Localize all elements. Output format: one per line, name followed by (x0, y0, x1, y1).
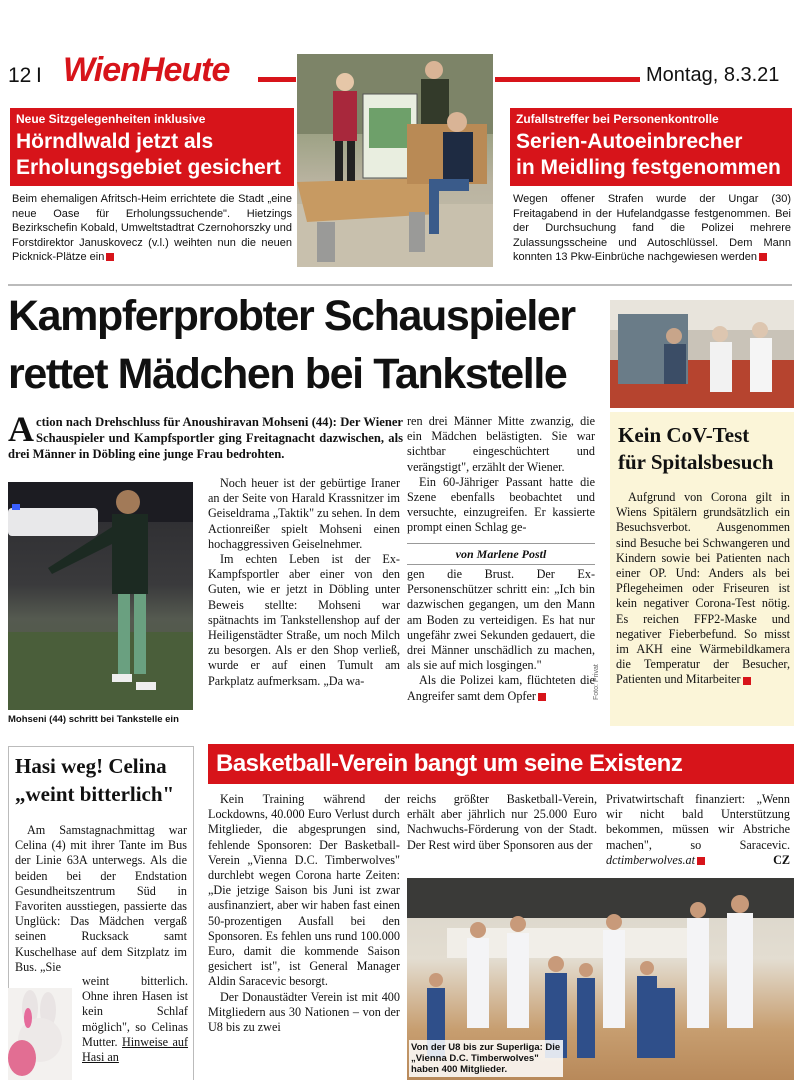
main-lead: Action nach Drehschluss für Anoushiravan Mohseni (44): Der Wiener Schauspieler und Kampfsportler ging Freitagnacht dazwischen, als drei Männer in Döbling eine junge Frau bedrohten. (8, 409, 403, 461)
byline-rule (407, 543, 595, 544)
story-left-headline-1: Hörndlwald jetzt als (16, 130, 214, 153)
end-mark-icon (697, 857, 705, 865)
basket-url[interactable]: dctimberwolves.at (606, 852, 696, 867)
byline-rule-bottom (407, 564, 595, 565)
author-initials: CZ (773, 852, 790, 867)
hasi-body: Am Samstagnachmittag war Celina (4) mit ihrer Tante im Bus der Linie 63A unterwegs. Als die beiden bei der Endstation Gesundheitszentrum Süd in Favoriten ausstiegen, passierte das Unglück: Das Mädchen vergaß seinen Rucksack samt Kuschelhase auf dem Sitzplatz im Bus. „Sie (15, 823, 187, 974)
hasi-headline-1: Hasi weg! Celina (15, 754, 167, 778)
story-right-kicker: Zufallstreffer bei Personenkontrolle (516, 112, 719, 126)
story-left-headline-2: Erholungsgebiet gesichert (16, 156, 281, 179)
mohseni-photo-caption: Mohseni (44) schritt bei Tankstelle ein (8, 714, 179, 725)
mohseni-photo (8, 482, 193, 710)
end-mark-icon (538, 693, 546, 701)
lead-drop-initial: A (8, 409, 34, 449)
hasi-body-side: weint bitterlich. Ohne ihren Hasen ist kein Schlaf möglich", so Celinas Mutter. Hinweise auf Hasi an (82, 974, 189, 1065)
sidebar-headline-2: für Spitalsbesuch (618, 450, 774, 474)
issue-date: Montag, 8.3.21 (646, 64, 780, 86)
story-right-headline-2: in Meidling festgenommen (516, 156, 781, 179)
mohseni-photo-illustration (8, 482, 193, 710)
main-column-2: ren drei Männer Mitte zwanzig, die ein Mädchen belästigten. Sie war sichtbar eingeschüchtert und verängstigt", erzählt der Wiener. Ein 60-Jähriger Passant hatte die Szene ebenfalls beobachtet und versuchte, einzugreifen. Er kassierte prompt einen Schlag ge- (407, 414, 595, 535)
bench-photo (297, 54, 493, 267)
hasi-headline-2: „weint bitterlich" (15, 782, 175, 806)
main-column-2-continued: gen die Brust. Der Ex-Personenschützer schritt ein: „Ich bin dazwischen gegangen, um den Mann am Boden zu verteidigen. Es hat nur ungefähr zwei Sekunden gedauert, die drei Männer unschädlich zu machen, als sie auf mich losgingen." Als die Polizei kam, flüchteten die Angreifer samt dem Opfer (407, 567, 595, 703)
sidebar-body: Aufgrund von Corona gilt in Wiens Spitälern grundsätzlich ein Besuchsverbot. Ausgenommen sind Besuche bei Schwangeren und Kindern sowie bei Patienten nach einer OP. Und: Anders als bei Pflegeheimen oder Friseuren ist kein negativer Corona-Test nötig. Es reichen FFP2-Maske und negativer Fieberbefund. So misst im AKH eine Wärmebildkamera die Temperatur der Besucher, Patienten und Mitarbeiter (616, 490, 790, 687)
end-mark-icon (106, 253, 114, 261)
main-column-1: Noch heuer ist der gebürtige Iraner an der Seite von Harald Krassnitzer im Geiseldrama „Taktik" zu sehen. In dem Actionreißer spielt Mohseni einen hochaggressiven Geiselnehmer. Im echten Leben ist der Ex-Kampfsportler aber einer von den Guten, wie er jetzt in Döbling unter Beweis stellte: Mohseni war spätnachts im Tankstellenshop auf der Heiligenstädter Straße, um noch Milch zu besorgen. Als er den Shop verließ, wurde er auf einen Tumult am Parkplatz aufmerksam. „Da wa- (208, 476, 400, 688)
section-divider (8, 284, 792, 286)
story-right-header (510, 108, 792, 186)
bunny-photo-illustration (8, 988, 72, 1080)
header-rule-left (258, 77, 296, 82)
story-left-body: Beim ehemaligen Afritsch-Heim errichtete die Stadt „eine neue Oase für Erholungssuchende". Hietzings Bezirkschefin Kobald, Umweltstadtrat Czernohorszky und Forstdirektor Januskovecz (v.l.) weihten nun die neuen Picknick-Plätze ein (12, 193, 293, 264)
basket-column-3: Privatwirtschaft finanziert: „Wenn wir nicht bald Unterstützung bekommen, müssen wir Abstriche machen", so Saracevic. dctimberwolves.at CZ (606, 792, 790, 867)
byline: von Marlene Postl (455, 547, 547, 561)
hasi-link[interactable]: Hinweise auf Hasi an (82, 1034, 189, 1065)
photo-credit: Foto: Privat (593, 664, 600, 700)
team-photo (407, 878, 794, 1080)
hospital-photo (610, 300, 794, 408)
sidebar-headline-1: Kein CoV-Test (618, 423, 750, 447)
header-rule-right (495, 77, 640, 82)
bench-photo-illustration (297, 54, 493, 267)
end-mark-icon (743, 677, 751, 685)
main-headline-2: rettet Mädchen bei Tankstelle (8, 350, 567, 398)
team-photo-caption: Von der U8 bis zur Superliga: Die „Vienna D.C. Timberwolves" haben 400 Mitglieder. (409, 1040, 563, 1077)
story-right-headline-1: Serien-Autoeinbrecher (516, 130, 743, 153)
end-mark-icon (759, 253, 767, 261)
section-logo: WienHeute (63, 51, 230, 89)
basket-header (208, 744, 794, 784)
basket-headline: Basketball-Verein bangt um seine Existenz (216, 750, 683, 777)
story-right-body: Wegen offener Strafen wurde der Ungar (30) Freitagabend in der Hufelandgasse festgenommen. Bei der Durchsuchung fand die Polizei mehrere Zulassungsscheine und Autoschlüssel. Dem Mann konnten 13 Pkw-Einbrüche nachgewiesen werden (513, 193, 791, 264)
bunny-photo (8, 988, 72, 1080)
hospital-photo-illustration (610, 300, 794, 408)
page-separator: I (36, 64, 42, 87)
main-headline-1: Kampferprobter Schauspieler (8, 292, 575, 340)
story-left-header (10, 108, 294, 186)
page-number: 12 (8, 64, 32, 87)
basket-column-2: reichs größter Basketball-Verein, erhält aber jährlich nur 25.000 Euro Nachwuchs-Förderung von der Stadt. Der Rest wird über Sponsoren aus der (407, 792, 597, 852)
story-left-kicker: Neue Sitzgelegenheiten inklusive (16, 112, 206, 126)
basket-column-1: Kein Training während der Lockdowns, 40.000 Euro Verlust durch Mitglieder, die abgesprungen sind, fehlende Sponsoren: Der Basketball-Verein „Vienna D.C. Timberwolves" durchlebt wegen Corona harte Zeiten: „Die jetzige Saison bis Juni ist zwar ausfinanziert, aber wir haben fast einen 50-prozentigen Ausfall bei den Sponsoren. Es fehlen uns rund 100.000 Euro, damit die kommende Saison gesichert ist", ist General Manager Aldin Saracevic besorgt. Der Donaustädter Verein ist mit 400 Mitgliedern aus 30 Nationen – von der U8 bis zu zwei (208, 792, 400, 1035)
